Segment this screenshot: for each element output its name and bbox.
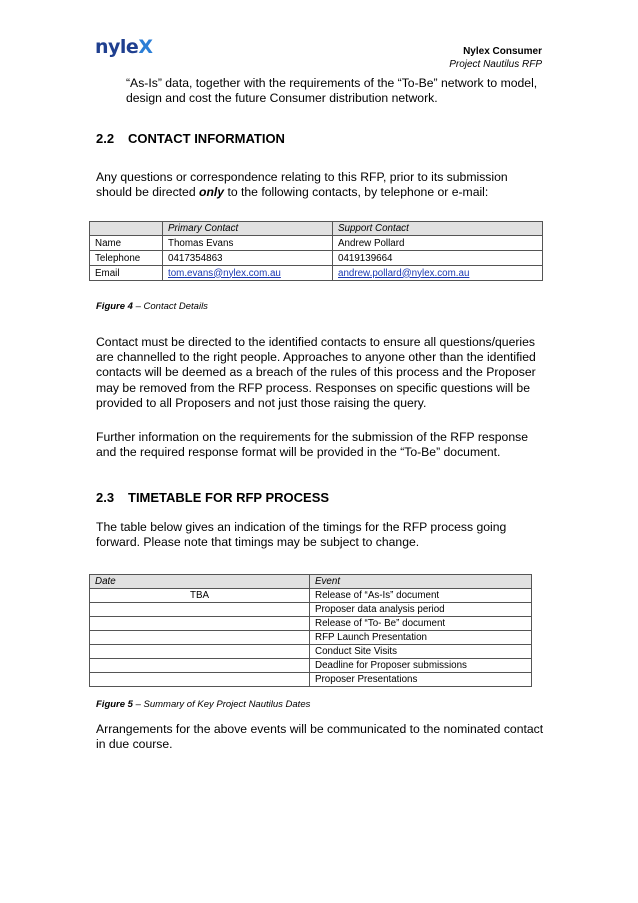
section-number: 2.2 (96, 131, 115, 146)
table-cell: 0419139664 (333, 251, 543, 266)
table-cell: Thomas Evans (163, 236, 333, 251)
closing-paragraph: Arrangements for the above events will be communicated to the nominated contact in due course. (96, 722, 544, 752)
table-row (90, 236, 543, 251)
figure-text: – Summary of Key Project Nautilus Dates (132, 699, 311, 710)
figure-caption (96, 699, 310, 710)
text-run: Any questions or correspondence relating to this RFP, prior to its submission should be directed (96, 170, 508, 200)
table-row (90, 631, 532, 645)
table-row (90, 589, 532, 603)
table-cell: Deadline for Proposer submissions (310, 659, 532, 673)
table-row (90, 645, 532, 659)
table-header-cell: Support Contact (333, 222, 543, 236)
table-header-cell (90, 222, 163, 236)
text-run: to the following contacts, by telephone or e-mail: (224, 185, 489, 200)
table-cell: Andrew Pollard (333, 236, 543, 251)
table-cell (90, 617, 310, 631)
table-cell: TBA (90, 589, 310, 603)
figure-caption (96, 301, 208, 312)
table-cell (90, 659, 310, 673)
page-header (449, 45, 542, 71)
further-info-paragraph: Further information on the requirements for the submission of the RFP response and the required response format will be provided in the “To-Be” document. (96, 430, 528, 460)
table-cell: Release of “As-Is” document (310, 589, 532, 603)
table-cell: Conduct Site Visits (310, 645, 532, 659)
table-cell (90, 673, 310, 687)
figure-text: – Contact Details (132, 301, 208, 312)
timetable-intro-paragraph: The table below gives an indication of the timings for the RFP process going forward. Please note that timings may be subject to change. (96, 520, 507, 550)
header-project: Project Nautilus RFP (449, 59, 542, 70)
table-cell: Proposer Presentations (310, 673, 532, 687)
table-header-row (90, 575, 532, 589)
contact-rules-paragraph: Contact must be directed to the identified contacts to ensure all questions/queries are channelled to the right people. Approaches to anyone other than the identified contacts will be deemed as a breach of the rules of this process and the Proposer may be removed from the RFP process. Responses on specific questions will be provided to all Proposers and not just those raising the query. (96, 335, 536, 410)
table-header-cell: Date (90, 575, 310, 589)
table-cell (90, 631, 310, 645)
figure-label: Figure 4 (96, 301, 133, 312)
section-title: TIMETABLE FOR RFP PROCESS (128, 490, 330, 505)
table-cell: 0417354863 (163, 251, 333, 266)
logo-x: X (138, 36, 153, 58)
section-heading-timetable (96, 490, 329, 505)
company-logo (95, 36, 152, 58)
table-row (90, 617, 532, 631)
figure-label: Figure 5 (96, 699, 133, 710)
table-cell: Telephone (90, 251, 163, 266)
table-cell: RFP Launch Presentation (310, 631, 532, 645)
table-cell (90, 645, 310, 659)
emphasis-only: only (199, 185, 225, 200)
table-row (90, 266, 543, 281)
timetable-table (89, 574, 532, 687)
primary-email-link[interactable]: tom.evans@nylex.com.au (168, 267, 281, 279)
table-header-cell: Primary Contact (163, 222, 333, 236)
table-cell: Email (90, 266, 163, 281)
section-title: CONTACT INFORMATION (128, 131, 285, 146)
section-number: 2.3 (96, 490, 115, 505)
table-cell (90, 603, 310, 617)
table-cell: Release of “To- Be” document (310, 617, 532, 631)
header-company: Nylex Consumer (463, 46, 542, 57)
section-heading-contact (96, 131, 285, 146)
contact-intro-paragraph (96, 170, 541, 200)
support-email-link[interactable]: andrew.pollard@nylex.com.au (338, 267, 470, 279)
table-cell (333, 266, 543, 281)
table-header-row (90, 222, 543, 236)
table-row (90, 659, 532, 673)
intro-continuation: “As-Is” data, together with the requirements of the “To-Be” network to model, design and cost the future Consumer distribution network. (126, 76, 538, 106)
table-cell: Proposer data analysis period (310, 603, 532, 617)
table-cell (163, 266, 333, 281)
table-row (90, 673, 532, 687)
table-row (90, 603, 532, 617)
logo-text: nyle (95, 36, 139, 58)
table-row (90, 251, 543, 266)
table-header-cell: Event (310, 575, 532, 589)
contact-table (89, 221, 543, 281)
table-cell: Name (90, 236, 163, 251)
